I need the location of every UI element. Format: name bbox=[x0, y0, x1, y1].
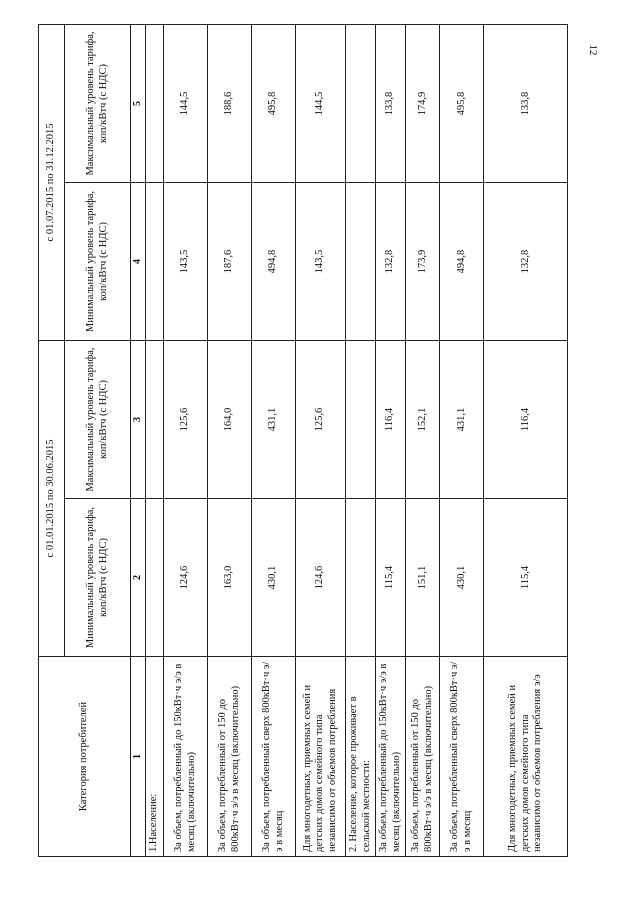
row-value: 174,9 bbox=[406, 25, 440, 183]
table-row bbox=[376, 25, 406, 857]
row-value: 143,5 bbox=[164, 183, 208, 341]
row-value: 144,5 bbox=[164, 25, 208, 183]
col-number: 4 bbox=[131, 183, 146, 341]
row-value: 133,8 bbox=[376, 25, 406, 183]
row-category: Для многодетных, приемных семей и детских домов семейного типа независимо от объемов потребления bbox=[296, 657, 346, 857]
table-row bbox=[252, 25, 296, 857]
row-category: За объем, потребленный от 150 до 800кВт·ч э/э в месяц (включительно) bbox=[406, 657, 440, 857]
row-value: 495,8 bbox=[440, 25, 484, 183]
col-number: 5 bbox=[131, 25, 146, 183]
row-value: 133,8 bbox=[484, 25, 568, 183]
row-value: 494,8 bbox=[252, 183, 296, 341]
table-row bbox=[484, 25, 568, 857]
table-row bbox=[164, 25, 208, 857]
row-value: 151,1 bbox=[406, 499, 440, 657]
row-value: 124,6 bbox=[164, 499, 208, 657]
row-value: 163,0 bbox=[208, 499, 252, 657]
row-value: 116,4 bbox=[376, 341, 406, 499]
rotated-page bbox=[38, 25, 560, 857]
row-value bbox=[346, 183, 376, 341]
header-period-1: с 01.01.2015 по 30.06.2015 bbox=[39, 341, 65, 657]
table-row bbox=[406, 25, 440, 857]
col-number: 1 bbox=[131, 657, 146, 857]
col-number: 2 bbox=[131, 499, 146, 657]
row-value: 495,8 bbox=[252, 25, 296, 183]
header-max-1: Максимальный уровень тарифа, коп/кВтч (с НДС) bbox=[65, 341, 131, 499]
row-value: 164,0 bbox=[208, 341, 252, 499]
row-value: 115,4 bbox=[484, 499, 568, 657]
row-value: 431,1 bbox=[440, 341, 484, 499]
header-min-1: Минимальный уровень тарифа, коп/кВтч (с НДС) bbox=[65, 499, 131, 657]
row-value: 132,8 bbox=[376, 183, 406, 341]
header-max-2: Максимальный уровень тарифа, коп/кВтч (с НДС) bbox=[65, 25, 131, 183]
row-category: За объем, потребленный сверх 800кВт·ч э/э в месяц bbox=[440, 657, 484, 857]
row-value bbox=[146, 183, 164, 341]
row-category: За объем, потребленный до 150кВт·ч э/э в месяц (включительно) bbox=[164, 657, 208, 857]
col-number: 3 bbox=[131, 341, 146, 499]
header-period-2: с 01.07.2015 по 31.12.2015 bbox=[39, 25, 65, 341]
row-value: 144,5 bbox=[296, 25, 346, 183]
table-row bbox=[296, 25, 346, 857]
row-value: 431,1 bbox=[252, 341, 296, 499]
row-value: 187,6 bbox=[208, 183, 252, 341]
header-category: Категория потребителей bbox=[39, 657, 131, 857]
page-number: 12 bbox=[587, 44, 599, 56]
table-row bbox=[208, 25, 252, 857]
table-row bbox=[440, 25, 484, 857]
table-row bbox=[146, 25, 164, 857]
row-value: 125,6 bbox=[164, 341, 208, 499]
row-category: За объем, потребленный сверх 800кВт·ч э/э в месяц bbox=[252, 657, 296, 857]
header-min-2: Минимальный уровень тарифа, коп/кВтч (с НДС) bbox=[65, 183, 131, 341]
row-value bbox=[146, 499, 164, 657]
row-value bbox=[346, 25, 376, 183]
row-category: 1.Население: bbox=[146, 657, 164, 857]
row-value: 152,1 bbox=[406, 341, 440, 499]
row-value: 116,4 bbox=[484, 341, 568, 499]
row-value: 173,9 bbox=[406, 183, 440, 341]
row-value: 132,8 bbox=[484, 183, 568, 341]
row-value: 124,6 bbox=[296, 499, 346, 657]
row-value: 430,1 bbox=[440, 499, 484, 657]
row-value: 430,1 bbox=[252, 499, 296, 657]
tariff-table bbox=[38, 24, 568, 857]
row-value: 125,6 bbox=[296, 341, 346, 499]
row-value: 143,5 bbox=[296, 183, 346, 341]
row-value: 115,4 bbox=[376, 499, 406, 657]
row-value bbox=[146, 341, 164, 499]
row-value: 494,8 bbox=[440, 183, 484, 341]
row-value: 188,6 bbox=[208, 25, 252, 183]
row-category: За объем, потребленный от 150 до 800кВт·ч э/э в месяц (включительно) bbox=[208, 657, 252, 857]
row-category: За объем, потребленный до 150кВт·ч э/э в месяц (включительно) bbox=[376, 657, 406, 857]
row-value bbox=[346, 499, 376, 657]
row-category: Для многодетных, приемных семей и детских домов семейного типа независимо от объемов потребления э/э bbox=[484, 657, 568, 857]
row-value bbox=[346, 341, 376, 499]
table-row bbox=[346, 25, 376, 857]
row-value bbox=[146, 25, 164, 183]
row-category: 2. Население, которое проживает в сельской местности: bbox=[346, 657, 376, 857]
